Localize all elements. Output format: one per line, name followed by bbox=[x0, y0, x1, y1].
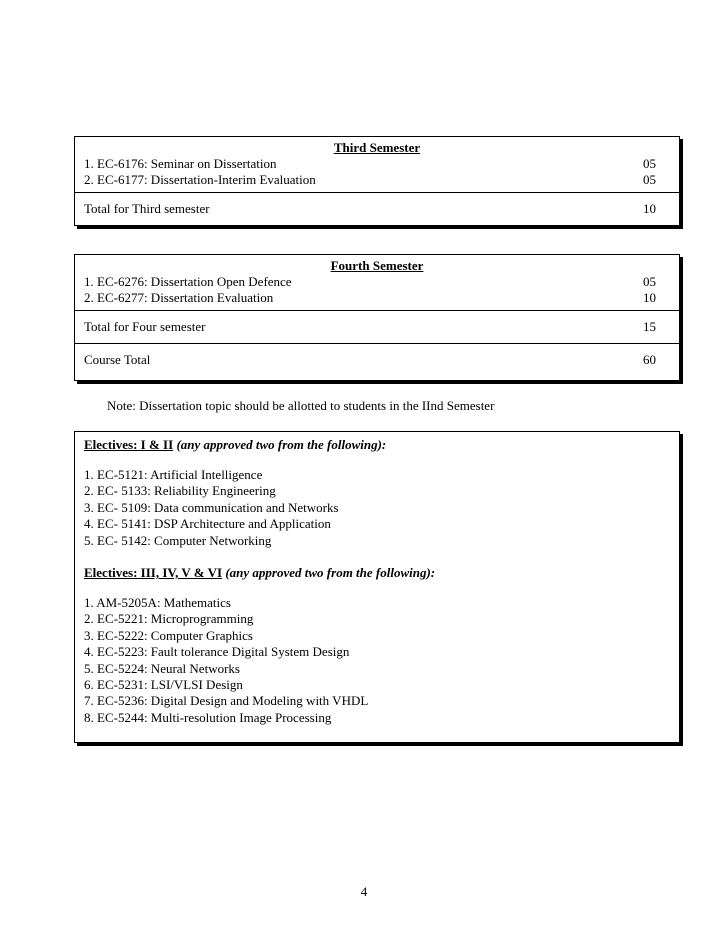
total-label: Total for Third semester bbox=[84, 201, 210, 216]
electives-group-2 bbox=[75, 549, 679, 726]
course-name: 2. EC-6177: Dissertation-Interim Evaluation bbox=[84, 172, 316, 187]
electives-label: Electives: III, IV, V & VI bbox=[84, 565, 223, 581]
elective-item: 6. EC-5231: LSI/VLSI Design bbox=[84, 677, 243, 693]
course-name: 2. EC-6277: Dissertation Evaluation bbox=[84, 290, 274, 305]
elective-item: 8. EC-5244: Multi-resolution Image Processing bbox=[84, 709, 332, 725]
course-total bbox=[75, 343, 679, 380]
electives-qualifier: (any approved two from the following): bbox=[176, 437, 387, 452]
course-name: 1. EC-6176: Seminar on Dissertation bbox=[84, 156, 277, 171]
fourth-semester-total bbox=[75, 310, 679, 343]
electives-heading bbox=[75, 437, 679, 453]
total-row bbox=[75, 319, 679, 335]
electives-label: Electives: I & II bbox=[84, 437, 174, 452]
course-credits: 05 bbox=[643, 274, 656, 289]
course-row bbox=[75, 172, 679, 188]
fourth-semester-box bbox=[74, 254, 680, 381]
total-credits: 10 bbox=[643, 201, 656, 216]
elective-item: 7. EC-5236: Digital Design and Modeling with VHDL bbox=[84, 693, 369, 709]
electives-group-1 bbox=[75, 432, 679, 549]
elective-item: 1. EC-5121: Artificial Intelligence bbox=[84, 467, 263, 482]
third-semester-courses bbox=[75, 137, 679, 192]
third-semester-box bbox=[74, 136, 680, 226]
elective-item: 5. EC-5224: Neural Networks bbox=[84, 660, 240, 676]
course-credits: 05 bbox=[643, 156, 656, 171]
third-semester-total bbox=[75, 192, 679, 225]
third-semester-title: Third Semester bbox=[333, 140, 421, 155]
elective-item: 3. EC- 5109: Data communication and Networks bbox=[84, 499, 339, 515]
course-credits: 10 bbox=[643, 290, 656, 305]
course-total-label: Course Total bbox=[84, 352, 151, 367]
elective-item: 3. EC-5222: Computer Graphics bbox=[84, 627, 253, 643]
elective-item: 2. EC- 5133: Reliability Engineering bbox=[84, 483, 276, 499]
fourth-semester-title: Fourth Semester bbox=[330, 258, 424, 273]
electives-qualifier: (any approved two from the following): bbox=[225, 565, 436, 581]
course-row bbox=[75, 290, 679, 306]
course-credits: 05 bbox=[643, 172, 656, 187]
dissertation-note: Note: Dissertation topic should be allotted to students in the IInd Semester bbox=[107, 398, 495, 413]
page-number: 4 bbox=[360, 884, 368, 899]
fourth-semester-courses bbox=[75, 255, 679, 310]
elective-item: 5. EC- 5142: Computer Networking bbox=[84, 532, 272, 548]
electives-heading bbox=[75, 565, 679, 581]
elective-item: 2. EC-5221: Microprogramming bbox=[84, 611, 254, 627]
elective-item: 1. AM-5205A: Mathematics bbox=[84, 595, 231, 611]
course-row bbox=[75, 274, 679, 290]
course-total-credits: 60 bbox=[643, 352, 656, 367]
elective-item: 4. EC-5223: Fault tolerance Digital System Design bbox=[84, 644, 350, 660]
total-label: Total for Four semester bbox=[84, 319, 206, 334]
course-name: 1. EC-6276: Dissertation Open Defence bbox=[84, 274, 292, 289]
total-credits: 15 bbox=[643, 319, 656, 334]
elective-item: 4. EC- 5141: DSP Architecture and Application bbox=[84, 516, 331, 532]
electives-box bbox=[74, 431, 680, 743]
course-row bbox=[75, 156, 679, 172]
course-total-row bbox=[75, 352, 679, 368]
total-row bbox=[75, 201, 679, 217]
